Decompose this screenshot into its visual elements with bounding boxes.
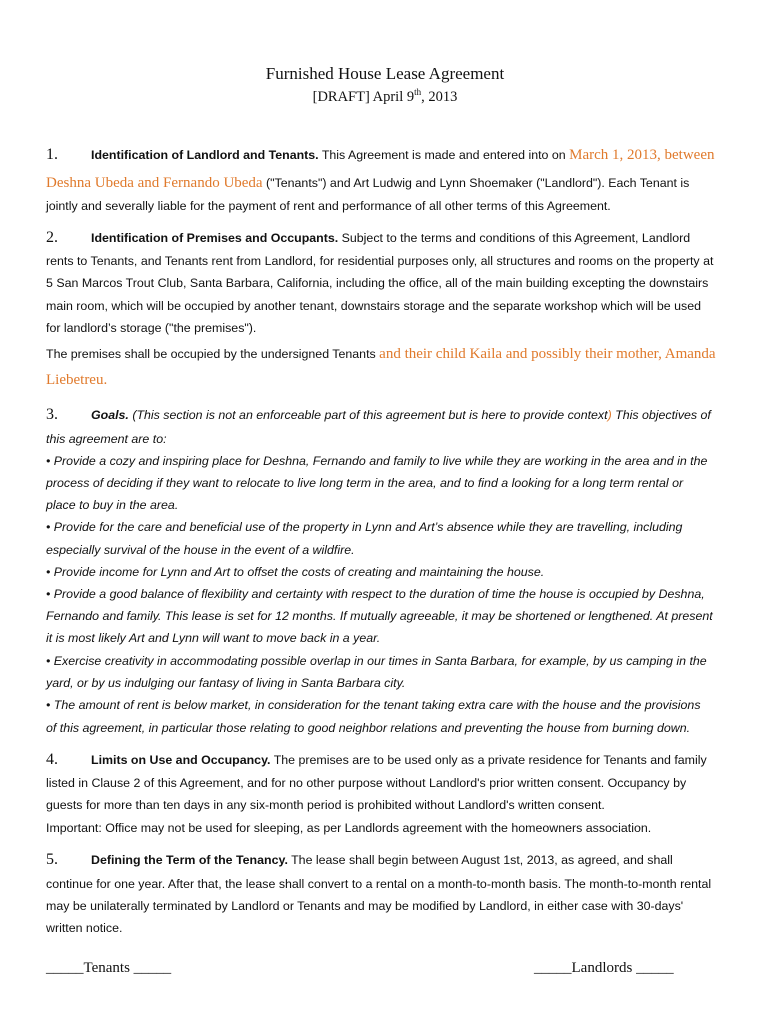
section-3-text-line: it is most likely Art and Lynn will want to move back in a year. <box>46 631 381 645</box>
section-4-heading: Limits on Use and Occupancy. <box>91 753 271 767</box>
section-1-line-1: 1. Identification of Landlord and Tenants. This Agreement is made and entered into on March 1, 2013, between <box>46 146 715 163</box>
draft-date: [DRAFT] April 9th, 2013 <box>312 87 458 105</box>
tenants-initials[interactable]: _____Tenants _____ <box>46 960 172 976</box>
section-5-line-4: written notice. <box>46 921 123 935</box>
section-3-text-line: Fernando and family. This lease is set for 12 months. If mutually agreeable, it may be shortened or lengthened. At present <box>46 609 713 623</box>
section-3-text-line: this agreement are to: <box>46 432 167 446</box>
section-5-line-2: continue for one year. After that, the lease shall convert to a rental on a month-to-month basis. The month-to-month rental <box>46 877 712 891</box>
section-4-number: 4. <box>46 751 58 768</box>
section-3-text-line: process of deciding if they want to relocate to live long term in the area, and to find a looking for a long term rental or <box>46 476 684 490</box>
section-5-line-1: 5. Defining the Term of the Tenancy. The lease shall begin between August 1st, 2013, as agreed, and shall <box>46 851 673 868</box>
section-2-line-4: main room, which will be occupied by another tenant, downstairs storage and the separate workshop which will be used <box>46 299 701 313</box>
section-4-line-2: listed in Clause 2 of this Agreement, and for no other purpose without Landlord's prior written consent. Occupancy by <box>46 776 687 790</box>
section-3-text-line: place to buy in the area. <box>46 498 179 512</box>
section-3-text-line: especially survival of the house in the event of a wildfire. <box>46 543 355 557</box>
document-title: Furnished House Lease Agreement <box>265 64 505 83</box>
landlords-initials[interactable]: _____Landlords _____ <box>534 960 674 976</box>
section-4-line-3: guests for more than ten days in any six-month period is prohibited without Landlord's written consent. <box>46 798 605 812</box>
section-1-line-3: jointly and severally liable for the payment of rent and performance of all other terms of this Agreement. <box>46 199 611 213</box>
section-4-line-1: 4. Limits on Use and Occupancy. The premises are to be used only as a private residence for Tenants and family <box>46 751 707 768</box>
section-3-text-line: of this agreement, in particular those relating to good neighbor relations and preventing the house from burning down. <box>46 721 691 735</box>
section-3-heading: Goals. <box>91 408 129 422</box>
highlighted-text: Liebetreu. <box>46 372 108 388</box>
highlighted-text: Deshna Ubeda and Fernando Ubeda <box>46 175 263 191</box>
section-2-heading: Identification of Premises and Occupants. <box>91 231 339 245</box>
section-5-number: 5. <box>46 851 58 868</box>
section-2-number: 2. <box>46 229 58 246</box>
section-3-text-line: • Provide for the care and beneficial use of the property in Lynn and Art’s absence while they are travelling, including <box>46 520 683 534</box>
section-3-text-line: • The amount of rent is below market, in consideration for the tenant taking extra care with the house and the provisions <box>46 698 701 712</box>
section-2-line-5: for landlord’s storage ("the premises"). <box>46 321 257 335</box>
section-2-line-7 <box>46 372 107 388</box>
section-3-text-line: • Provide a cozy and inspiring place for Deshna, Fernando and family to live while they are working in the area and in the <box>46 454 708 468</box>
section-3-text-line: • Exercise creativity in accommodating possible overlap in our times in Santa Barbara, for example, by us camping in the <box>46 654 707 668</box>
section-2-line-3: 5 San Marcos Trout Club, Santa Barbara, California, including the office, all of the main building excepting the downstairs <box>46 276 709 290</box>
section-1-heading: Identification of Landlord and Tenants. <box>91 148 319 162</box>
section-3-text-line: • Provide income for Lynn and Art to offset the costs of creating and maintaining the house. <box>46 565 545 579</box>
section-3-text-line: yard, or by us indulging our fantasy of living in Santa Barbara city. <box>46 676 406 690</box>
highlighted-text: March 1, 2013, between <box>569 147 715 163</box>
section-5-line-3: may be unilaterally terminated by Landlord or Tenants and may be modified by Landlord, in either case with 30-days' <box>46 899 684 913</box>
section-5-heading: Defining the Term of the Tenancy. <box>91 853 288 867</box>
section-4-line-4: Important: Office may not be used for sleeping, as per Landlords agreement with the homeowners association. <box>46 821 652 835</box>
section-1-line-2: Deshna Ubeda and Fernando Ubeda ("Tenants") and Art Ludwig and Lynn Shoemaker ("Landlord"). Each Tenant is <box>46 175 690 191</box>
highlighted-text: and their child Kaila and possibly their mother, Amanda <box>379 346 716 362</box>
section-2-line-6: The premises shall be occupied by the undersigned Tenants and their child Kaila and possibly their mother, Amanda <box>46 346 716 362</box>
section-2-line-2: rents to Tenants, and Tenants rent from Landlord, for residential purposes only, all structures and rooms on the property at <box>46 254 714 268</box>
section-3-line-1: 3. Goals. (This section is not an enforceable part of this agreement but is here to provide context) This objectives of <box>46 406 711 423</box>
section-2-line-1: 2. Identification of Premises and Occupants. Subject to the terms and conditions of this Agreement, Landlord <box>46 229 691 246</box>
section-3-text-line: • Provide a good balance of flexibility and certainty with respect to the duration of time the house is occupied by Deshna, <box>46 587 705 601</box>
section-1-number: 1. <box>46 146 58 163</box>
section-3-number: 3. <box>46 406 58 423</box>
